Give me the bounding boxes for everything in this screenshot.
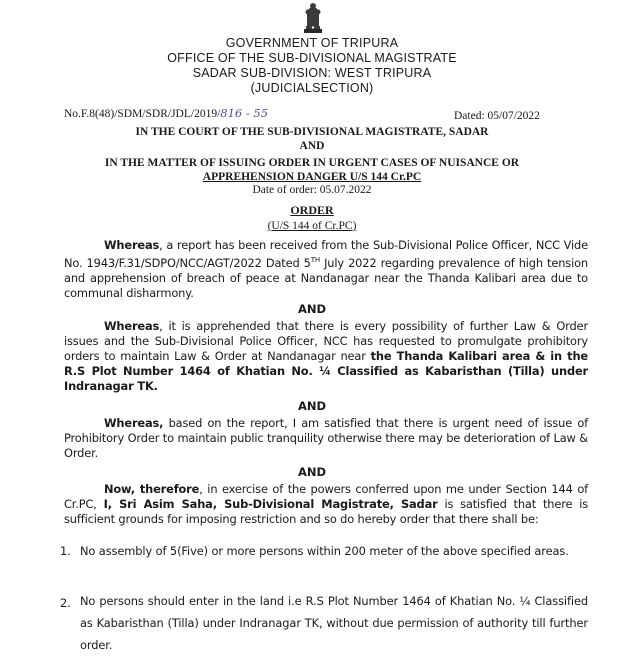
- order-title: ORDER: [290, 203, 334, 217]
- list-item-2-number: 2.: [60, 596, 71, 610]
- matter-line: IN THE MATTER OF ISSUING ORDER IN URGENT CASES OF NUISANCE OR: [104, 157, 520, 169]
- p4-lead: Now, therefore: [104, 482, 200, 496]
- reference-line: [64, 106, 268, 120]
- dated-label: Dated:: [454, 110, 485, 122]
- p2-lead: Whereas: [104, 319, 160, 333]
- order-subtitle: (U/S 144 of Cr.PC): [267, 220, 357, 232]
- court-line: IN THE COURT OF THE SUB-DIVISIONAL MAGISTRATE, SADAR: [135, 126, 489, 138]
- subdivision-heading: SADAR SUB-DIVISION: WEST TRIPURA: [192, 66, 432, 80]
- list-item-1: No assembly of 5(Five) or more persons within 200 meter of the above specified areas.: [80, 544, 569, 558]
- and-separator-2: AND: [297, 399, 327, 413]
- and-separator-1: AND: [297, 302, 327, 316]
- dated-line: [454, 110, 540, 122]
- p3-lead: Whereas,: [104, 416, 164, 430]
- paragraph-1: Whereas, a report has been received from the Sub-Divisional Police Officer, NCC Vide No. 1943/F.31/SDPO/NCC/AGT/2022 Dated 5TH July 2022 regarding prevalence of high tension and apprehension of breach of peace at Nandanagar near the Thanda Kalibari area due to communal disharmony.: [64, 238, 588, 300]
- list-item-1-number: 1.: [60, 544, 71, 558]
- reference-number: No.F.8(48)/SDM/SDR/JDL/2019/: [64, 108, 221, 120]
- paragraph-4: Now, therefore, in exercise of the powers conferred upon me under Section 144 of Cr.PC, I, Sri Asim Saha, Sub-Divisional Magistrate, Sadar is satisfied that there is sufficient grounds for imposing restriction and so do hereby order that there shall be:: [64, 482, 589, 526]
- state-emblem-icon: [300, 2, 326, 34]
- office-heading: OFFICE OF THE SUB-DIVISIONAL MAGISTRATE: [167, 51, 457, 65]
- section-heading: (JUDICIALSECTION): [250, 81, 374, 95]
- paragraph-3: Whereas, based on the report, I am satisfied that there is urgent need of issue of Prohibitory Order to maintain public tranquility otherwise there may be deterioration of Law & Order.: [64, 416, 588, 460]
- list-item-2: No persons should enter in the land i.e R.S Plot Number 1464 of Khatian No. ¼ Classified as Kabaristhan (Tilla) under Indranagar TK, without due permission of authority till further order.: [80, 594, 588, 652]
- matter-line-2: APPREHENSION DANGER U/S 144 Cr.PC: [202, 171, 422, 183]
- date-of-order: Date of order: 05.07.2022: [252, 184, 372, 196]
- and-separator-3: AND: [297, 465, 327, 479]
- dated-value: 05/07/2022: [487, 110, 540, 122]
- court-and: AND: [299, 140, 325, 152]
- handwritten-number: 816 - 55: [220, 106, 269, 120]
- government-heading: GOVERNMENT OF TRIPURA: [225, 36, 399, 50]
- paragraph-2: Whereas, it is apprehended that there is every possibility of further Law & Order issues and the Sub-Divisional Police Officer, NCC has requested to promulgate prohibitory orders to maintain Law & Order at Nandanagar near the Thanda Kalibari area & in the R.S Plot Number 1464 of Khatian No. ¼ Classified as Kabaristhan (Tilla) under Indranagar TK.: [64, 319, 589, 393]
- p1-lead: Whereas: [104, 238, 160, 252]
